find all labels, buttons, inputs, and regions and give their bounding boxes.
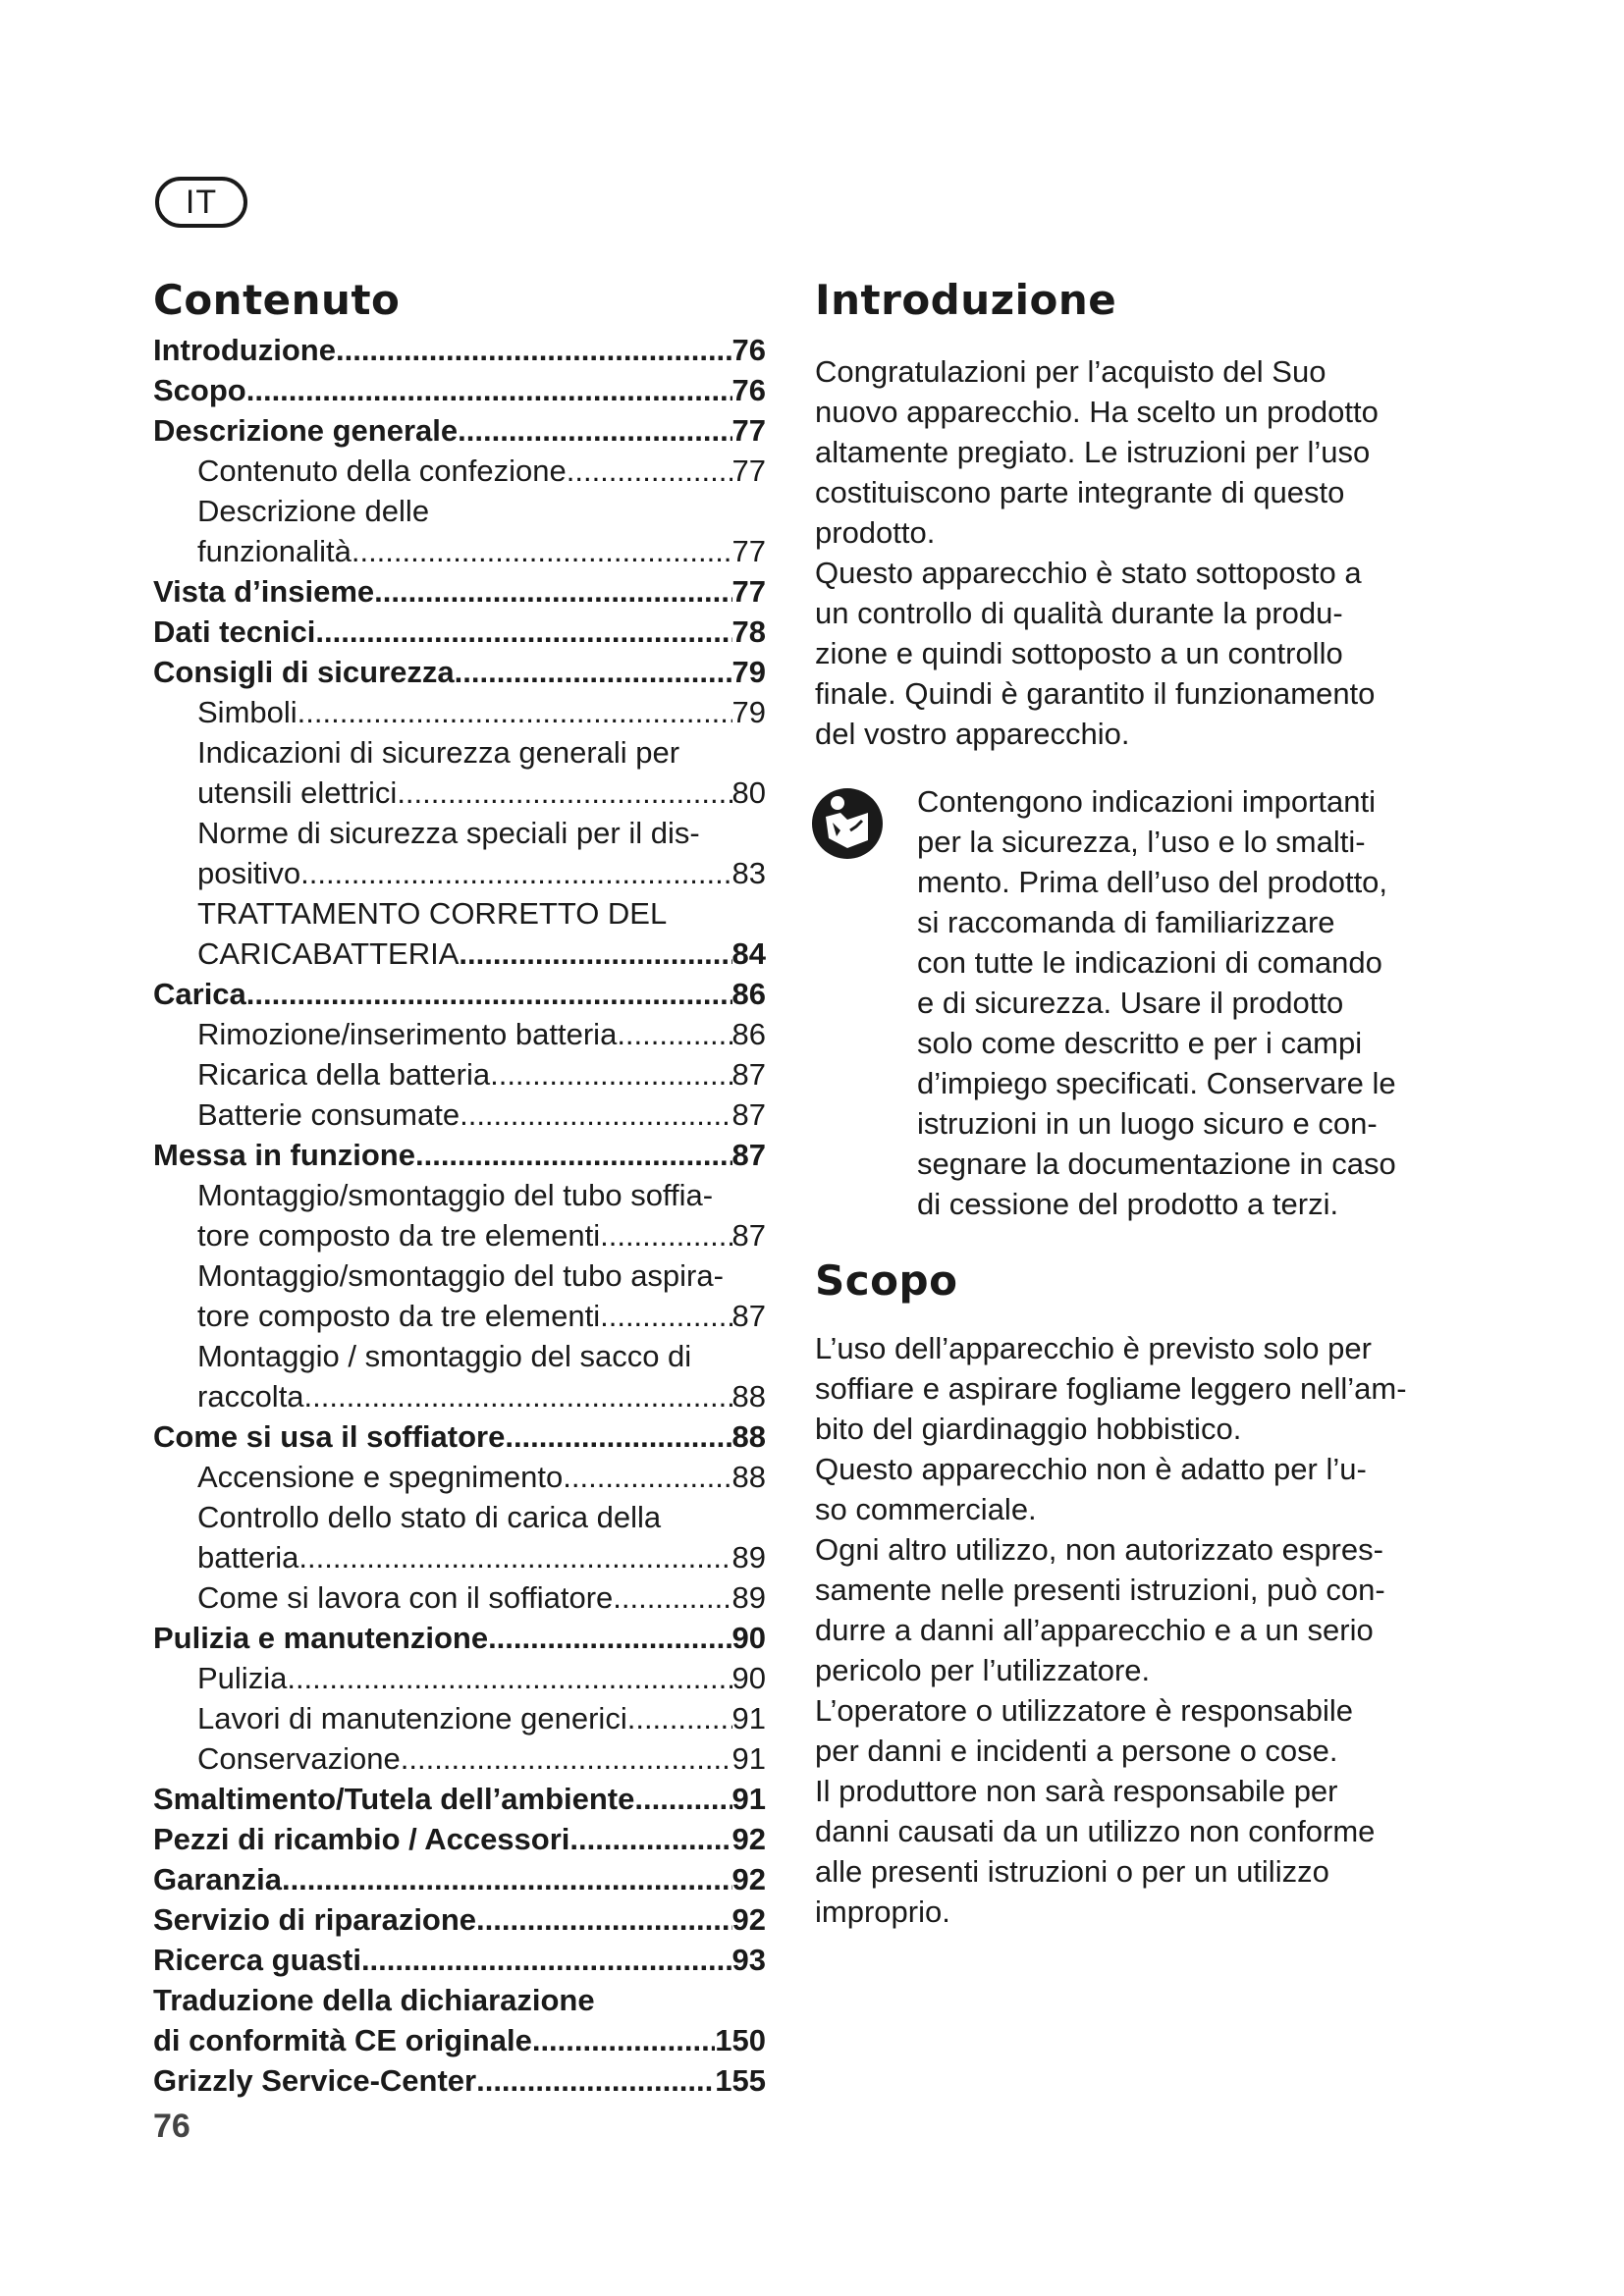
toc-entry-page: 155 [715, 2063, 766, 2098]
toc-entry [153, 2060, 766, 2101]
toc-entry [153, 1779, 766, 1819]
toc-entry-page: 88 [731, 1419, 766, 1454]
toc-entry [153, 330, 766, 370]
note-text-line: con tutte le indicazioni di comando [917, 945, 1382, 980]
toc-entry-page: 78 [731, 614, 766, 649]
intro-text-line: prodotto. [815, 515, 936, 550]
toc-entry [153, 612, 766, 652]
note-text-line: e di sicurezza. Usare il prodotto [917, 986, 1344, 1020]
toc-entry [153, 1577, 766, 1618]
note-text-line: si raccomanda di familiarizzare [917, 905, 1335, 939]
toc-leader-dots [374, 571, 731, 612]
toc-entry-page: 90 [731, 1661, 766, 1695]
toc-leader-dots [476, 1899, 731, 1940]
note-text-line: segnare la documentazione in caso [917, 1147, 1396, 1181]
toc-entry [153, 1175, 766, 1215]
toc-entry-page: 87 [731, 1138, 766, 1172]
scopo-text-line: per danni e incidenti a persone o cose. [815, 1734, 1338, 1768]
toc-entry [153, 1819, 766, 1859]
toc-entry-title: funzionalità [197, 534, 352, 568]
scopo-text-line: Ogni altro utilizzo, non autorizzato espres- [815, 1532, 1383, 1567]
toc-entry [153, 1376, 766, 1416]
note-text [917, 781, 1443, 1224]
toc-entry-page: 89 [731, 1540, 766, 1575]
intro-text-line: un controllo di qualità durante la produ- [815, 596, 1343, 630]
toc-entry [153, 1738, 766, 1779]
note-text-line: per la sicurezza, l’uso e lo smalti- [917, 825, 1366, 859]
toc-entry-page: 92 [731, 1822, 766, 1856]
toc-entry-title: di conformità CE originale [153, 2023, 532, 2057]
toc-leader-dots [532, 2020, 715, 2060]
toc-entry-page: 92 [731, 1902, 766, 1937]
scopo-text-line: bito del giardinaggio hobbistico. [815, 1412, 1242, 1446]
toc-entry [153, 732, 766, 773]
toc-entry-title: Scopo [153, 373, 246, 407]
toc-entry [153, 571, 766, 612]
toc-entry [153, 893, 766, 934]
toc-entry [153, 652, 766, 692]
toc-entry [153, 1698, 766, 1738]
toc-entry-title: Messa in funzione [153, 1138, 415, 1172]
toc-leader-dots [401, 1738, 732, 1779]
toc-entry-page: 87 [731, 1097, 766, 1132]
toc-entry [153, 1135, 766, 1175]
toc-entry-title: Vista d’insieme [153, 574, 375, 609]
toc-leader-dots [246, 370, 732, 410]
toc-leader-dots [617, 1014, 731, 1054]
toc-leader-dots [460, 1095, 731, 1135]
toc-leader-dots [282, 1859, 732, 1899]
toc-entry-page: 150 [715, 2023, 766, 2057]
toc-entry-title: positivo [197, 856, 301, 890]
toc-entry-title: Traduzione della dichiarazione [153, 1983, 595, 2017]
toc-entry-title: Lavori di manutenzione generici [197, 1701, 627, 1735]
toc-leader-dots [490, 1054, 731, 1095]
toc-entry-page: 89 [731, 1580, 766, 1615]
toc-leader-dots [397, 773, 731, 813]
toc-leader-dots [488, 1618, 731, 1658]
note-text-line: d’impiego specificati. Conservare le [917, 1066, 1396, 1100]
toc-entry-title: Controllo dello stato di carica della [197, 1500, 662, 1534]
intro-text-line: del vostro apparecchio. [815, 717, 1130, 751]
toc-leader-dots [627, 1698, 732, 1738]
toc-entry-title: Contenuto della confezione [197, 454, 567, 488]
toc-leader-dots [634, 1779, 731, 1819]
toc-entry [153, 1497, 766, 1537]
toc-leader-dots [600, 1215, 731, 1255]
toc-entry-title: raccolta [197, 1379, 304, 1414]
toc-entry-page: 88 [731, 1379, 766, 1414]
intro-text-line: finale. Quindi è garantito il funzionamento [815, 676, 1376, 711]
toc-entry [153, 2020, 766, 2060]
toc-entry [153, 813, 766, 853]
scopo-text-line: Il produttore non sarà responsabile per [815, 1774, 1338, 1808]
toc-entry [153, 1899, 766, 1940]
scopo-text-line: improprio. [815, 1895, 950, 1929]
toc-leader-dots [458, 410, 731, 451]
toc-entry-title: Pulizia [197, 1661, 288, 1695]
scopo-text-line: samente nelle presenti istruzioni, può con- [815, 1573, 1385, 1607]
toc-entry-page: 90 [731, 1621, 766, 1655]
toc-entry-page: 93 [731, 1943, 766, 1977]
toc-entry [153, 1940, 766, 1980]
toc-leader-dots [569, 1819, 731, 1859]
toc-entry-page: 92 [731, 1862, 766, 1896]
toc-entry-page: 77 [731, 534, 766, 568]
toc-entry-title: Consigli di sicurezza [153, 655, 455, 689]
toc-leader-dots [287, 1658, 731, 1698]
toc-entry [153, 1859, 766, 1899]
toc-entry-title: Montaggio/smontaggio del tubo aspira- [197, 1258, 724, 1293]
toc-entry-page: 88 [731, 1460, 766, 1494]
read-manual-icon [811, 787, 884, 860]
toc-list [153, 330, 766, 2101]
toc-leader-dots [304, 1376, 732, 1416]
toc-entry-title: tore composto da tre elementi [197, 1299, 601, 1333]
intro-text-line: zione e quindi sottoposto a un controllo [815, 636, 1343, 670]
toc-leader-dots [600, 1296, 731, 1336]
note-text-line: di cessione del prodotto a terzi. [917, 1187, 1339, 1221]
toc-entry [153, 974, 766, 1014]
toc-entry [153, 1296, 766, 1336]
intro-paragraph [815, 351, 1443, 754]
toc-entry-title: Come si lavora con il soffiatore [197, 1580, 614, 1615]
toc-entry-title: Come si usa il soffiatore [153, 1419, 506, 1454]
toc-entry-title: Pezzi di ricambio / Accessori [153, 1822, 570, 1856]
scopo-text-line: danni causati da un utilizzo non conforme [815, 1814, 1376, 1848]
scopo-text-line: Questo apparecchio non è adatto per l’u- [815, 1452, 1367, 1486]
intro-text-line: Congratulazioni per l’acquisto del Suo [815, 354, 1326, 389]
toc-entry-title: Descrizione delle [197, 494, 430, 528]
toc-leader-dots [246, 974, 732, 1014]
note-text-line: istruzioni in un luogo sicuro e con- [917, 1106, 1378, 1141]
toc-entry [153, 410, 766, 451]
scopo-text-line: soffiare e aspirare fogliame leggero nell’am- [815, 1371, 1407, 1406]
toc-leader-dots [613, 1577, 731, 1618]
toc-entry [153, 1014, 766, 1054]
toc-entry [153, 1095, 766, 1135]
intro-text-line: altamente pregiato. Le istruzioni per l’uso [815, 435, 1371, 469]
toc-entry-page: 87 [731, 1218, 766, 1253]
intro-text-line: nuovo apparecchio. Ha scelto un prodotto [815, 395, 1379, 429]
toc-entry [153, 1255, 766, 1296]
toc-entry [153, 491, 766, 531]
toc-entry-title: tore composto da tre elementi [197, 1218, 601, 1253]
toc-entry-title: Ricerca guasti [153, 1943, 361, 1977]
toc-entry [153, 773, 766, 813]
scopo-text-line: alle presenti istruzioni o per un utilizzo [815, 1854, 1329, 1889]
toc-title: Contenuto [153, 276, 401, 324]
toc-entry [153, 934, 766, 974]
toc-leader-dots [361, 1940, 732, 1980]
toc-entry-title: batteria [197, 1540, 299, 1575]
toc-entry-page: 84 [731, 936, 766, 971]
toc-entry-title: Servizio di riparazione [153, 1902, 477, 1937]
toc-leader-dots [415, 1135, 732, 1175]
toc-entry-page: 76 [731, 373, 766, 407]
toc-leader-dots [298, 692, 732, 732]
intro-text-line: costituiscono parte integrante di questo [815, 475, 1345, 509]
toc-entry-page: 76 [731, 333, 766, 367]
intro-heading: Introduzione [815, 276, 1117, 324]
scopo-text-line: durre a danni all’apparecchio e a un serio [815, 1613, 1374, 1647]
intro-text-line: Questo apparecchio è stato sottoposto a [815, 556, 1362, 590]
table-of-contents [153, 271, 766, 2150]
language-badge: IT [155, 177, 247, 228]
toc-entry-page: 77 [731, 413, 766, 448]
toc-entry [153, 370, 766, 410]
toc-entry [153, 451, 766, 491]
toc-entry-page: 80 [731, 775, 766, 810]
toc-entry [153, 692, 766, 732]
toc-entry-title: Norme di sicurezza speciali per il dis- [197, 816, 700, 850]
toc-entry-title: CARICABATTERIA [197, 936, 460, 971]
toc-entry-page: 83 [731, 856, 766, 890]
scopo-text-line: L’operatore o utilizzatore è responsabile [815, 1693, 1354, 1728]
toc-entry-page: 77 [731, 454, 766, 488]
toc-entry-page: 87 [731, 1057, 766, 1092]
toc-entry-title: Grizzly Service-Center [153, 2063, 477, 2098]
toc-entry-title: utensili elettrici [197, 775, 398, 810]
toc-entry [153, 1457, 766, 1497]
toc-entry-title: Smaltimento/Tutela dell’ambiente [153, 1782, 635, 1816]
toc-leader-dots [505, 1416, 731, 1457]
scopo-text-line: pericolo per l’utilizzatore. [815, 1653, 1151, 1687]
toc-entry [153, 1658, 766, 1698]
toc-entry-title: Descrizione generale [153, 413, 459, 448]
toc-entry-title: Ricarica della batteria [197, 1057, 491, 1092]
toc-entry-page: 79 [731, 695, 766, 729]
toc-entry-title: Introduzione [153, 333, 336, 367]
toc-leader-dots [300, 853, 731, 893]
toc-entry-page: 91 [731, 1741, 766, 1776]
toc-entry-title: Dati tecnici [153, 614, 316, 649]
toc-entry-title: Conservazione [197, 1741, 401, 1776]
toc-entry-title: Pulizia e manutenzione [153, 1621, 489, 1655]
toc-leader-dots [476, 2060, 715, 2101]
note-text-line: mento. Prima dell’uso del prodotto, [917, 865, 1388, 899]
toc-leader-dots [315, 612, 731, 652]
toc-leader-dots [352, 531, 732, 571]
toc-entry-title: Accensione e spegnimento [197, 1460, 564, 1494]
toc-entry [153, 1416, 766, 1457]
toc-leader-dots [336, 330, 732, 370]
toc-entry-title: Garanzia [153, 1862, 282, 1896]
scopo-text-line: L’uso dell’apparecchio è previsto solo per [815, 1331, 1372, 1365]
toc-entry-title: Carica [153, 977, 246, 1011]
toc-entry-page: 79 [731, 655, 766, 689]
toc-entry-title: Indicazioni di sicurezza generali per [197, 735, 680, 770]
toc-entry-title: Montaggio/smontaggio del tubo soffia- [197, 1178, 714, 1212]
toc-entry [153, 1054, 766, 1095]
toc-entry [153, 1215, 766, 1255]
toc-entry [153, 1336, 766, 1376]
toc-entry-title: Simboli [197, 695, 298, 729]
toc-entry-page: 86 [731, 1017, 766, 1051]
page-number: 76 [153, 2108, 190, 2145]
toc-leader-dots [455, 652, 732, 692]
toc-entry-title: Montaggio / smontaggio del sacco di [197, 1339, 692, 1373]
toc-leader-dots [459, 934, 731, 974]
toc-entry-title: Rimozione/inserimento batteria [197, 1017, 618, 1051]
toc-entry [153, 531, 766, 571]
toc-entry [153, 1618, 766, 1658]
toc-leader-dots [298, 1537, 731, 1577]
toc-entry-page: 87 [731, 1299, 766, 1333]
scopo-heading: Scopo [815, 1256, 958, 1305]
note-text-line: solo come descritto e per i campi [917, 1026, 1363, 1060]
scopo-text-line: so commerciale. [815, 1492, 1037, 1526]
note-block [815, 781, 1443, 1224]
toc-entry [153, 1537, 766, 1577]
toc-entry-title: TRATTAMENTO CORRETTO DEL [197, 896, 668, 931]
toc-entry-title: Batterie consumate [197, 1097, 460, 1132]
toc-entry [153, 853, 766, 893]
scopo-paragraph [815, 1328, 1443, 1932]
toc-entry [153, 1980, 766, 2020]
toc-entry-page: 77 [731, 574, 766, 609]
toc-entry-page: 91 [731, 1782, 766, 1816]
toc-entry-page: 86 [731, 977, 766, 1011]
text-column [815, 271, 1443, 1932]
toc-leader-dots [563, 1457, 731, 1497]
toc-entry-page: 91 [731, 1701, 766, 1735]
note-text-line: Contengono indicazioni importanti [917, 784, 1377, 819]
toc-leader-dots [567, 451, 732, 491]
